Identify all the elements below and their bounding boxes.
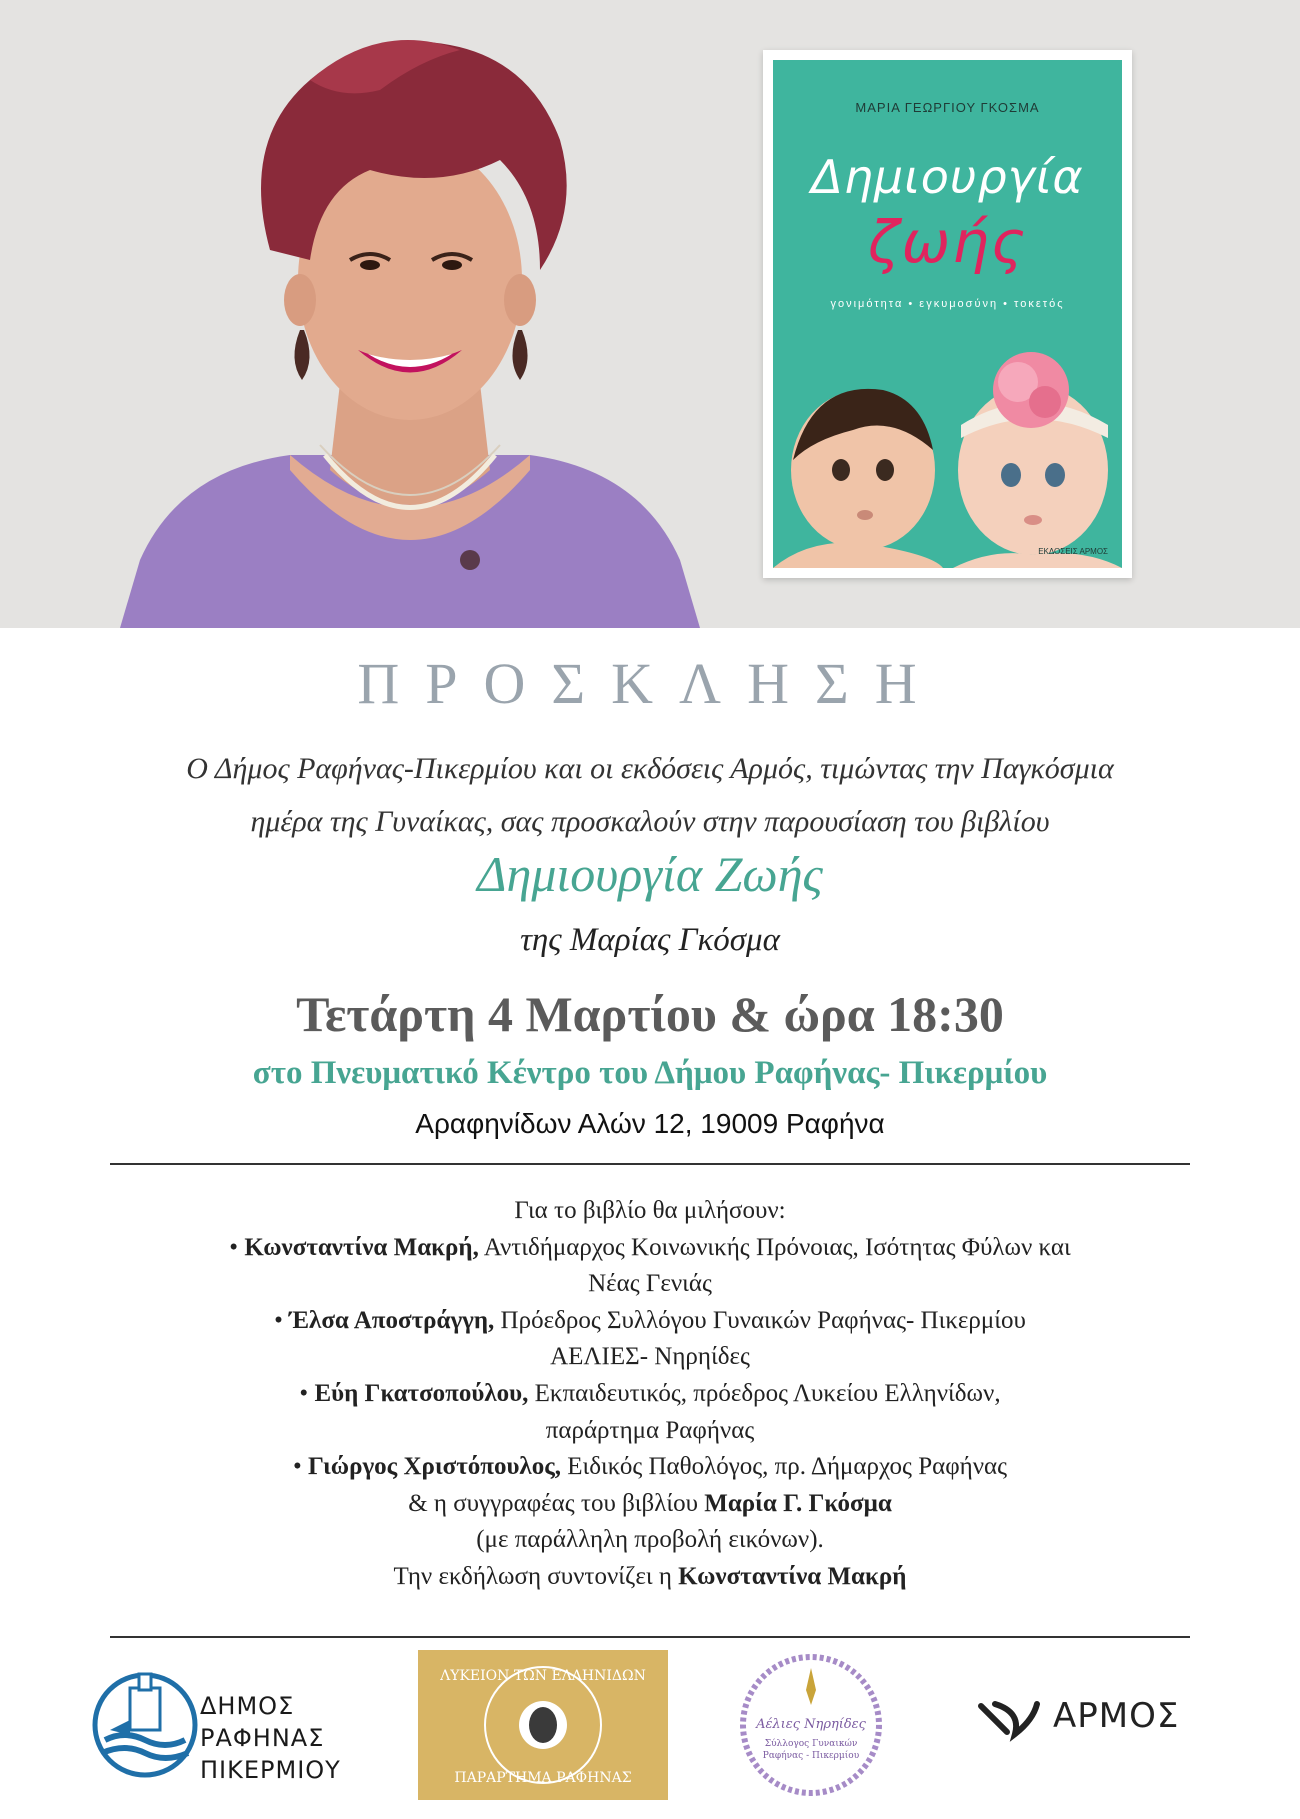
book-title: Δημιουργία Ζωής: [477, 846, 823, 902]
speaker-name: Κωνσταντίνα Μακρή,: [244, 1233, 479, 1261]
dimos-emblem-icon: [90, 1660, 200, 1790]
lyceum-text-bottom: ΠΑΡΑΡΤΗΜΑ ΡΑΦΗΝΑΣ: [454, 1770, 632, 1786]
dimos-rafinas-logo: [90, 1650, 380, 1800]
book-cover-babies-illustration: [773, 320, 1122, 568]
book-cover-title-line2: ζωής: [868, 208, 1027, 276]
invitation-intro-line2: ημέρα της Γυναίκας, σας προσκαλούν στην παρουσίαση του βιβλίου: [250, 805, 1050, 838]
speaker-bullet: •: [299, 1379, 309, 1407]
nirides-wreath-icon: [736, 1650, 886, 1800]
speaker-role-cont: Νέας Γενιάς: [588, 1270, 712, 1298]
author-portrait: [120, 0, 700, 628]
speaker-role-cont: παράρτημα Ραφήνας: [545, 1416, 755, 1444]
invitation-intro-line1: Ο Δήμος Ραφήνας-Πικερμίου και οι εκδόσεις Αρμός, τιμώντας την Παγκόσμια: [186, 752, 1114, 785]
book-cover: [763, 50, 1132, 578]
book-cover-author: ΜΑΡΙΑ ΓΕΩΡΓΙΟΥ ΓΚΟΣΜΑ: [855, 100, 1040, 115]
book-cover-publisher: ΕΚΔΟΣΕΙΣ ΑΡΜΟΣ: [1038, 547, 1108, 556]
projection-note: (με παράλληλη προβολή εικόνων).: [476, 1526, 824, 1554]
nirides-title: Αέλιες Νηρηίδες: [756, 1717, 866, 1732]
armos-mark-icon: [975, 1694, 1045, 1744]
speakers-section: [0, 1193, 1300, 1596]
speaker-item: [0, 1303, 1300, 1340]
speaker-item: [0, 1449, 1300, 1486]
dimos-line1: ΔΗΜΟΣ: [200, 1692, 295, 1720]
lyceum-ellinidon-logo: [418, 1650, 668, 1800]
armos-publisher-logo: [975, 1650, 1185, 1800]
author-name: Μαρία Γ. Γκόσμα: [704, 1489, 892, 1517]
speaker-name: Έλσα Αποστράγγη,: [289, 1306, 495, 1334]
speaker-item: [0, 1230, 1300, 1267]
nirides-sub1: Σύλλογος Γυναικών: [764, 1739, 858, 1749]
speaker-name: Εύη Γκατσοπούλου,: [314, 1379, 529, 1407]
lyceum-text-top: ΛΥΚΕΙΟΝ ΤΩΝ ΕΛΛΗΝΙΔΩΝ: [440, 1668, 646, 1684]
speaker-bullet: •: [229, 1233, 239, 1261]
speaker-name: Γιώργος Χριστόπουλος,: [308, 1453, 562, 1481]
speaker-item: [0, 1376, 1300, 1413]
invitation-heading: ΠΡΟΣΚΛΗΣΗ: [357, 651, 943, 716]
aelies-nirides-logo: [736, 1650, 886, 1800]
armos-logo-text: ΑΡΜΟΣ: [1053, 1696, 1180, 1736]
speaker-role-cont: ΑΕΛΙΕΣ- Νηρηίδες: [550, 1343, 750, 1371]
lyceum-badge-icon: [418, 1650, 668, 1800]
divider-top: [110, 1163, 1190, 1165]
author-prefix: & η συγγραφέας του βιβλίου: [408, 1489, 698, 1517]
speaker-role: Αντιδήμαρχος Κοινωνικής Πρόνοιας, Ισότητας Φύλων και: [483, 1233, 1071, 1261]
book-byline: της Μαρίας Γκόσμα: [520, 922, 780, 958]
author-line: [0, 1486, 1300, 1523]
dimos-logo-text: [200, 1690, 341, 1786]
speakers-intro: Για το βιβλίο θα μιλήσουν:: [514, 1197, 786, 1224]
speaker-role: Πρόεδρος Συλλόγου Γυναικών Ραφήνας- Πικερμίου: [500, 1306, 1026, 1334]
hero-band: [0, 0, 1300, 628]
speaker-role: Ειδικός Παθολόγος, πρ. Δήμαρχος Ραφήνας: [567, 1453, 1008, 1481]
coordinator-line: [0, 1559, 1300, 1596]
speaker-bullet: •: [292, 1453, 302, 1481]
coordinator-name: Κωνσταντίνα Μακρή: [678, 1562, 907, 1590]
book-cover-title-line1: Δημιουργία: [811, 150, 1084, 204]
book-cover-subtitle: γονιμότητα • εγκυμοσύνη • τοκετός: [830, 298, 1065, 310]
dimos-line3: ΠΙΚΕΡΜΙΟΥ: [200, 1756, 341, 1784]
dimos-line2: ΡΑΦΗΝΑΣ: [200, 1724, 325, 1752]
book-cover-art: [773, 60, 1122, 568]
speaker-bullet: •: [274, 1306, 283, 1334]
nirides-sub2: Ραφήνας - Πικερμίου: [762, 1751, 860, 1761]
event-address: Αραφηνίδων Αλών 12, 19009 Ραφήνα: [415, 1108, 885, 1139]
divider-bottom: [110, 1636, 1190, 1638]
event-venue: στο Πνευματικό Κέντρο του Δήμου Ραφήνας- Πικερμίου: [252, 1055, 1048, 1091]
invitation-intro: [0, 742, 1300, 848]
coordinator-prefix: Την εκδήλωση συντονίζει η: [393, 1562, 672, 1590]
speaker-role: Εκπαιδευτικός, πρόεδρος Λυκείου Ελληνίδων,: [534, 1379, 1001, 1407]
event-datetime: Τετάρτη 4 Μαρτίου & ώρα 18:30: [296, 986, 1004, 1042]
